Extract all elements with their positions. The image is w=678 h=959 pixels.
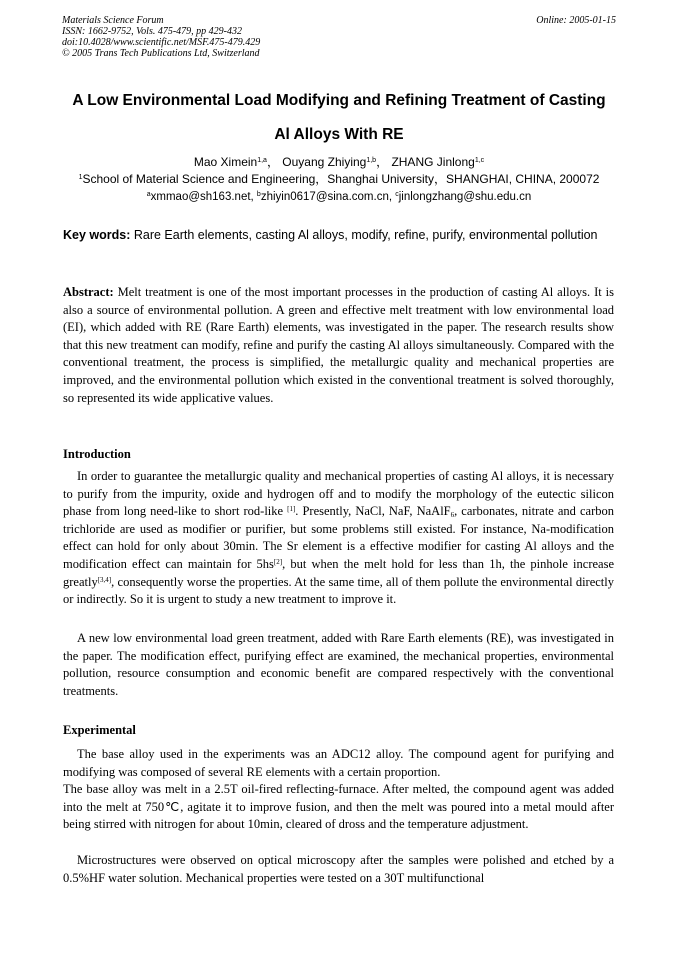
email-address[interactable]: zhiyin0617@sina.com.cn, bbox=[260, 191, 396, 203]
paragraph-text: . Presently, NaCl, NaF, NaAlF bbox=[295, 504, 451, 519]
online-date: Online: 2005-01-15 bbox=[536, 15, 616, 26]
author-name: ZHANG Jinlong bbox=[391, 155, 475, 169]
experimental-paragraph-1: The base alloy used in the experiments was an ADC12 alloy. The compound agent for purifying and modifying was composed of several RE elements with a certain proportion. bbox=[63, 747, 614, 779]
author-separator: ， bbox=[376, 155, 389, 169]
affiliation-text: School of Material Science and Engineering，Shanghai University，SHANGHAI, CHINA, 200072 bbox=[82, 172, 600, 186]
email-mark: b bbox=[256, 191, 261, 198]
keywords-label: Key words: bbox=[63, 228, 131, 242]
author-list bbox=[40, 155, 638, 169]
email-address[interactable]: jinlongzhang@shu.edu.cn bbox=[398, 191, 532, 203]
abstract bbox=[63, 284, 614, 407]
citation-ref[interactable]: [3,4] bbox=[97, 575, 112, 584]
issn-line: ISSN: 1662-9752, Vols. 475-479, pp 429-432 bbox=[62, 26, 242, 37]
section-heading-introduction: Introduction bbox=[63, 447, 131, 461]
affiliation-mark: 1 bbox=[78, 174, 83, 181]
journal-header bbox=[62, 15, 616, 59]
abstract-label: Abstract: bbox=[63, 285, 114, 299]
keywords-text: Rare Earth elements, casting Al alloys, modify, refine, purify, environmental pollution bbox=[130, 228, 598, 242]
email-mark: a bbox=[146, 191, 151, 198]
copyright-line: © 2005 Trans Tech Publications Ltd, Switzerland bbox=[62, 48, 260, 59]
email-address[interactable]: xmmao@sh163.net, bbox=[150, 191, 257, 203]
introduction-paragraph-2: A new low environmental load green treatment, added with Rare Earth elements (RE), was investigated in the paper. The modification effect, purifying effect are examined, the mechanical properties, environmental pollution, resource consumption and economic benefit are compared respectively with the conventional treatments. bbox=[63, 631, 614, 698]
author-name: Mao Ximein bbox=[193, 155, 258, 169]
paragraph-text: , carbonates, nitrate and carbon trichloride are used as modifier or purifier, but some problems still existed. For instance, Na-modification effect can hold for only about 30min. The Sr element is a effective modifier for casting Al alloys and the modification effect can maintain for 5hs bbox=[63, 504, 614, 571]
paper-title-line-1: A Low Environmental Load Modifying and Refining Treatment of Casting bbox=[72, 92, 606, 109]
experimental-paragraph-3: Microstructures were observed on optical microscopy after the samples were polished and etched by a 0.5%HF water solution. Mechanical properties were tested on a 30T multifunctional bbox=[63, 853, 614, 885]
author-separator: ， bbox=[266, 155, 279, 169]
paragraph-text: In order to guarantee the metallurgic quality and mechanical properties of casting Al alloys, it is necessary to purify from the impurity, oxide and hydrogen off and to modify the morphology of the eutectic silicon phase from long need-like to short rod-like bbox=[63, 469, 614, 519]
doi-line: doi:10.4028/www.scientific.net/MSF.475-479.429 bbox=[62, 37, 261, 48]
email-mark: c bbox=[395, 191, 399, 198]
author-affil-mark: 1,a bbox=[257, 157, 267, 164]
abstract-text: Melt treatment is one of the most important processes in the production of casting Al alloys. It is also a source of environmental pollution. A green and effective melt treatment with low environmental load (EI), which added with RE (Rare Earth) elements, was investigated in the paper. The research results show that this new treatment can modify, refine and purify the casting Al alloys simultaneously. Compared with the conventional treatment, the process is simplified, the metallurgic quality and mechanical properties are improved, and the environmental pollution which existed in the conventional treatment is solved thoroughly, so represented its wide applicative values. bbox=[63, 285, 614, 405]
citation-ref[interactable]: [1] bbox=[287, 505, 296, 514]
author-affil-mark: 1,c bbox=[474, 157, 485, 164]
subscript: 6 bbox=[450, 511, 455, 520]
citation-ref[interactable]: [2] bbox=[273, 557, 283, 566]
journal-name: Materials Science Forum bbox=[62, 15, 164, 26]
paragraph-text: , consequently worse the properties. At the same time, all of them pollute the environmental directly or indirectly. So it is urgent to study a new treatment to improve it. bbox=[63, 574, 614, 607]
keywords bbox=[63, 227, 614, 244]
paper-title-line-2: Al Alloys With RE bbox=[274, 126, 404, 143]
email-list bbox=[40, 190, 638, 204]
author-name: Ouyang Zhiying bbox=[282, 155, 367, 169]
author-affil-mark: 1,b bbox=[366, 157, 377, 164]
experimental-paragraph-2: The base alloy was melt in a 2.5T oil-fired reflecting-furnace. After melted, the compound agent was added into the melt at 750℃, agitate it to improve fusion, and then the melt was poured into a metal mould after being stirred with nitrogen for about 10min, cleared of dross and the temperature adjustment. bbox=[63, 782, 614, 832]
introduction-paragraph-1 bbox=[63, 468, 614, 609]
paragraph-text: , but when the melt hold for less than 1h, the pinhole increase greatly bbox=[63, 556, 614, 589]
section-heading-experimental: Experimental bbox=[63, 723, 136, 737]
affiliation bbox=[30, 172, 648, 186]
